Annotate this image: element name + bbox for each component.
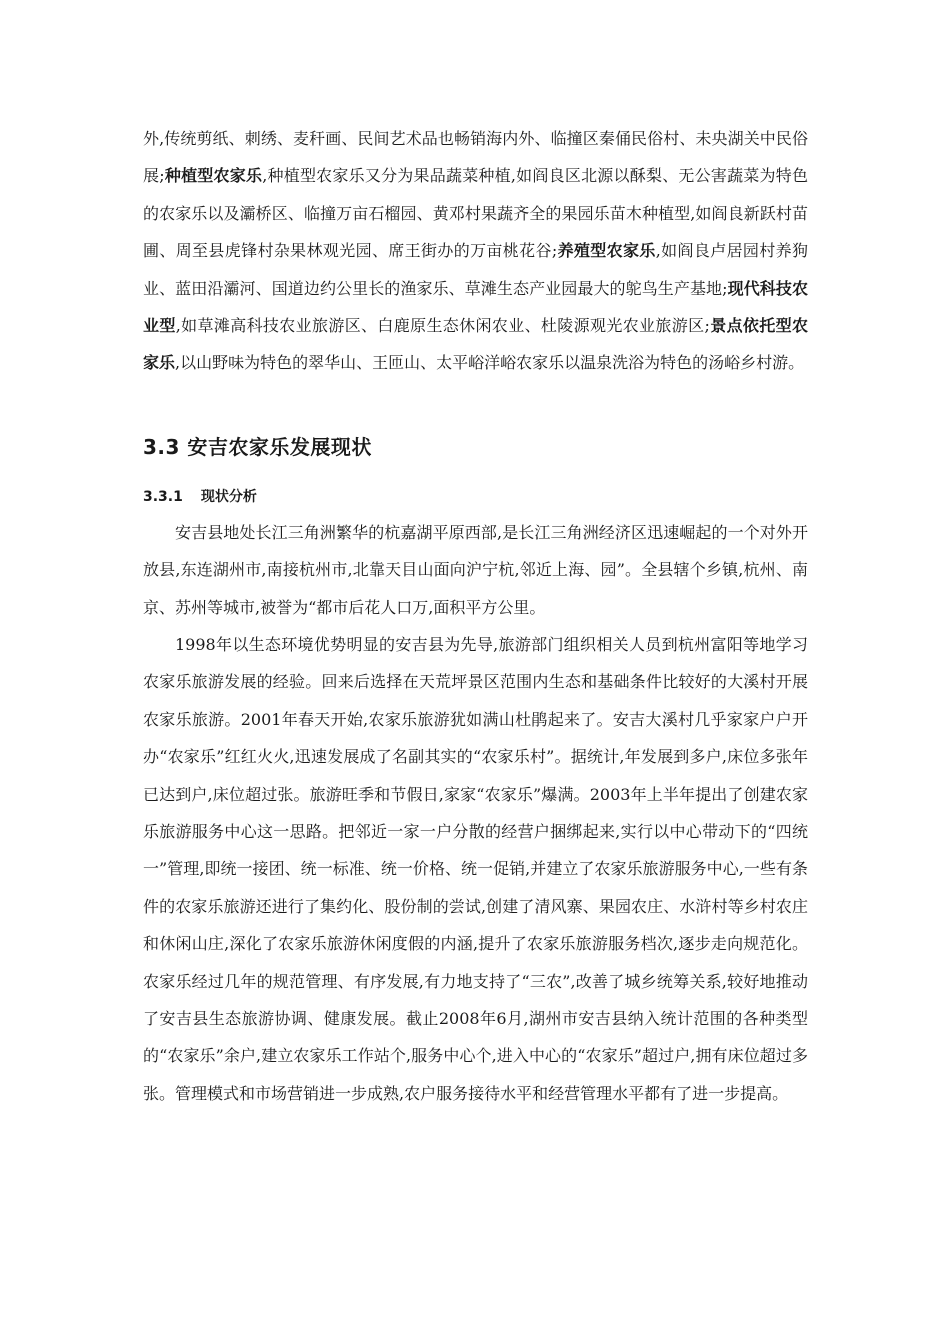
bold-term: 景点依托型农家乐 xyxy=(143,316,808,373)
paragraph-history: 1998年以生态环境优势明显的安吉县为先导,旅游部门组织相关人员到杭州富阳等地学习农家乐旅游发展的经验。回来后选择在天荒坪景区范围内生态和基础条件比较好的大溪村开展农家乐旅游。2001年春天开始,农家乐旅游犹如满山杜鹃起来了。安吉大溪村几乎家家户户开办“农家乐”红红火火,迅速发展成了名副其实的“农家乐村”。据统计,年发展到多户,床位多张年已达到户,床位超过张。旅游旺季和节假日,家家“农家乐”爆满。2003年上半年提出了创建农家乐旅游服务中心这一思路。把邻近一家一户分散的经营户捆绑起来,实行以中心带动下的“四统一”管理,即统一接团、统一标准、统一价格、统一促销,并建立了农家乐旅游服务中心,一些有条件的农家乐旅游还进行了集约化、股份制的尝试,创建了清风寨、果园农庄、水浒村等乡村农庄和休闲山庄,深化了农家乐旅游休闲度假的内涵,提升了农家乐旅游服务档次,逐步走向规范化。农家乐经过几年的规范管理、有序发展,有力地支持了“三农”,改善了城乡统筹关系,较好地推动了安吉县生态旅游协调、健康发展。截止2008年6月,湖州市安吉县纳入统计范围的各种类型的“农家乐”余户,建立农家乐工作站个,服务中心个,进入中心的“农家乐”超过户,拥有床位超过多张。管理模式和市场营销进一步成熟,农户服务接待水平和经营管理水平都有了进一步提高。 xyxy=(143,635,808,1103)
bold-term: 养殖型农家乐 xyxy=(557,241,656,261)
section-number: 3.3 xyxy=(143,435,180,459)
paragraph-location: 安吉县地处长江三角洲繁华的杭嘉湖平原西部,是长江三角洲经济区迅速崛起的一个对外开放县,东连湖州市,南接杭州市,北靠天目山面向沪宁杭,邻近上海、园”。全县辖个乡镇,杭州、南京、苏州等城市,被誉为“都市后花人口万,面积平方公里。 xyxy=(143,523,808,617)
subsection-heading xyxy=(143,486,257,508)
text-run: ,如草滩高科技农业旅游区、白鹿原生态休闲农业、杜陵源观光农业旅游区; xyxy=(175,316,710,336)
subsection-title: 现状分析 xyxy=(200,489,257,505)
text-run: 外,传统剪纸、刺绣、麦秆画、民间艺术品也畅销海内外、临撞区秦俑民俗村、未央湖关中民俗展; xyxy=(143,129,808,186)
text-run: ,种植型农家乐又分为果品蔬菜种植,如阎良区北源以酥梨、无公害蔬菜为特色的农家乐以及灞桥区、临撞万亩石榴园、黄邓村果蔬齐全的果园乐苗木种植型,如阎良新跃村苗圃、周至县虎锋村杂果林观光园、席王街办的万亩桃花谷; xyxy=(143,166,808,261)
section-heading xyxy=(143,432,372,462)
text-run: ,如阎良卢居园村养狗业、蓝田沿灞河、国道边约公里长的渔家乐、草滩生态产业园最大的鸵鸟生产基地; xyxy=(143,241,808,298)
bold-term: 种植型农家乐 xyxy=(164,166,263,186)
bold-term: 现代科技农业型 xyxy=(143,278,808,336)
section-title: 安吉农家乐发展现状 xyxy=(187,435,372,459)
text-run: ,以山野味为特色的翠华山、王匝山、太平峪洋峪农家乐以温泉洗浴为特色的汤峪乡村游。 xyxy=(175,353,805,373)
paragraph-agritourism-types xyxy=(143,120,808,382)
subsection-number: 3.3.1 xyxy=(143,489,183,505)
